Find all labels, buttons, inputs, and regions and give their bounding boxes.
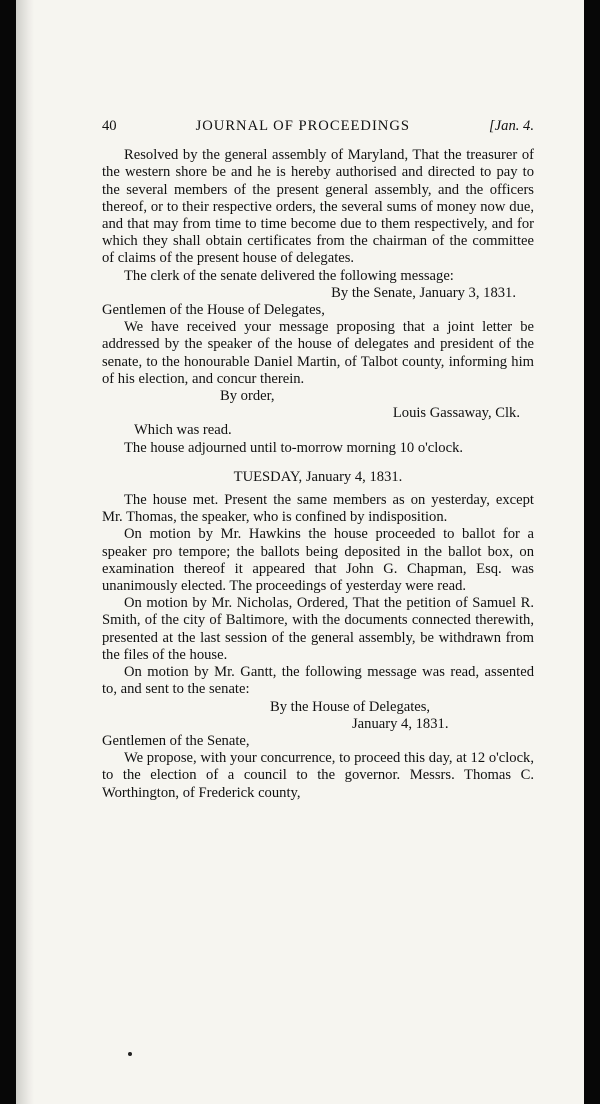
paragraph-nicholas-motion: On motion by Mr. Nicholas, Ordered, That the petition of Samuel R. Smith, of the city of Baltimore, with the documents connected therewith, presented at the last session of the general assembly, be withdrawn from the files of the house. [102, 595, 534, 663]
running-date: [Jan. 4. [488, 118, 534, 134]
paragraph-resolution: Resolved by the general assembly of Maryland, That the treasurer of the western shore be and he is hereby authorised and directed to pay to the several members of the present general assembly, and the officers thereof, or to their respective orders, the several sums of money now due, and that may from time to time become due to them respectively, and for which they shall obtain certificates from the chairman of the committee of claims of the present house of delegates. [102, 147, 534, 267]
house-date: January 4, 1831. [352, 715, 449, 732]
page-number: 40 [102, 118, 117, 134]
senate-dateline: By the Senate, January 3, 1831. [331, 284, 516, 301]
paragraph-gantt-motion: On motion by Mr. Gantt, the following message was read, assented to, and sent to the senate: [102, 664, 534, 698]
salutation-delegates: Gentlemen of the House of Delegates, [102, 302, 325, 319]
paragraph-senate-message: We have received your message proposing that a joint letter be addressed by the speaker of the house of delegates and president of the senate, to the honourable Daniel Martin, of Talbot county, informing him of his election, and concur therein. [102, 319, 534, 387]
paragraph-hawkins-motion: On motion by Mr. Hawkins the house proceeded to ballot for a speaker pro tempore; the ballots being deposited in the ballot box, on examination thereof it appeared that John G. Chapman, Esq. was unanimously elected. The proceedings of yesterday were read. [102, 526, 534, 595]
clerk-signature: Louis Gassaway, Clk. [392, 405, 520, 422]
day-heading: TUESDAY, January 4, 1831. [233, 468, 403, 485]
page-gutter [16, 0, 34, 1104]
salutation-senate: Gentlemen of the Senate, [102, 732, 250, 749]
paragraph-clerk-message: The clerk of the senate delivered the following message: [124, 267, 454, 284]
house-dateline: By the House of Delegates, [270, 698, 431, 715]
ink-dot [128, 1052, 132, 1056]
by-order: By order, [220, 388, 275, 405]
paragraph-proposal: We propose, with your concurrence, to proceed this day, at 12 o'clock, to the election of a council to the governor. Messrs. Thomas C. Worthington, of Frederick county, [102, 750, 534, 801]
page-text [102, 118, 534, 802]
paragraph-house-met: The house met. Present the same members as on yesterday, except Mr. Thomas, the speaker, who is confined by indisposition. [102, 492, 534, 526]
which-was-read: Which was read. [134, 422, 232, 439]
running-header [102, 118, 534, 135]
running-title: JOURNAL OF PROCEEDINGS [195, 118, 411, 134]
paragraph-adjourned: The house adjourned until to-morrow morning 10 o'clock. [124, 439, 464, 456]
